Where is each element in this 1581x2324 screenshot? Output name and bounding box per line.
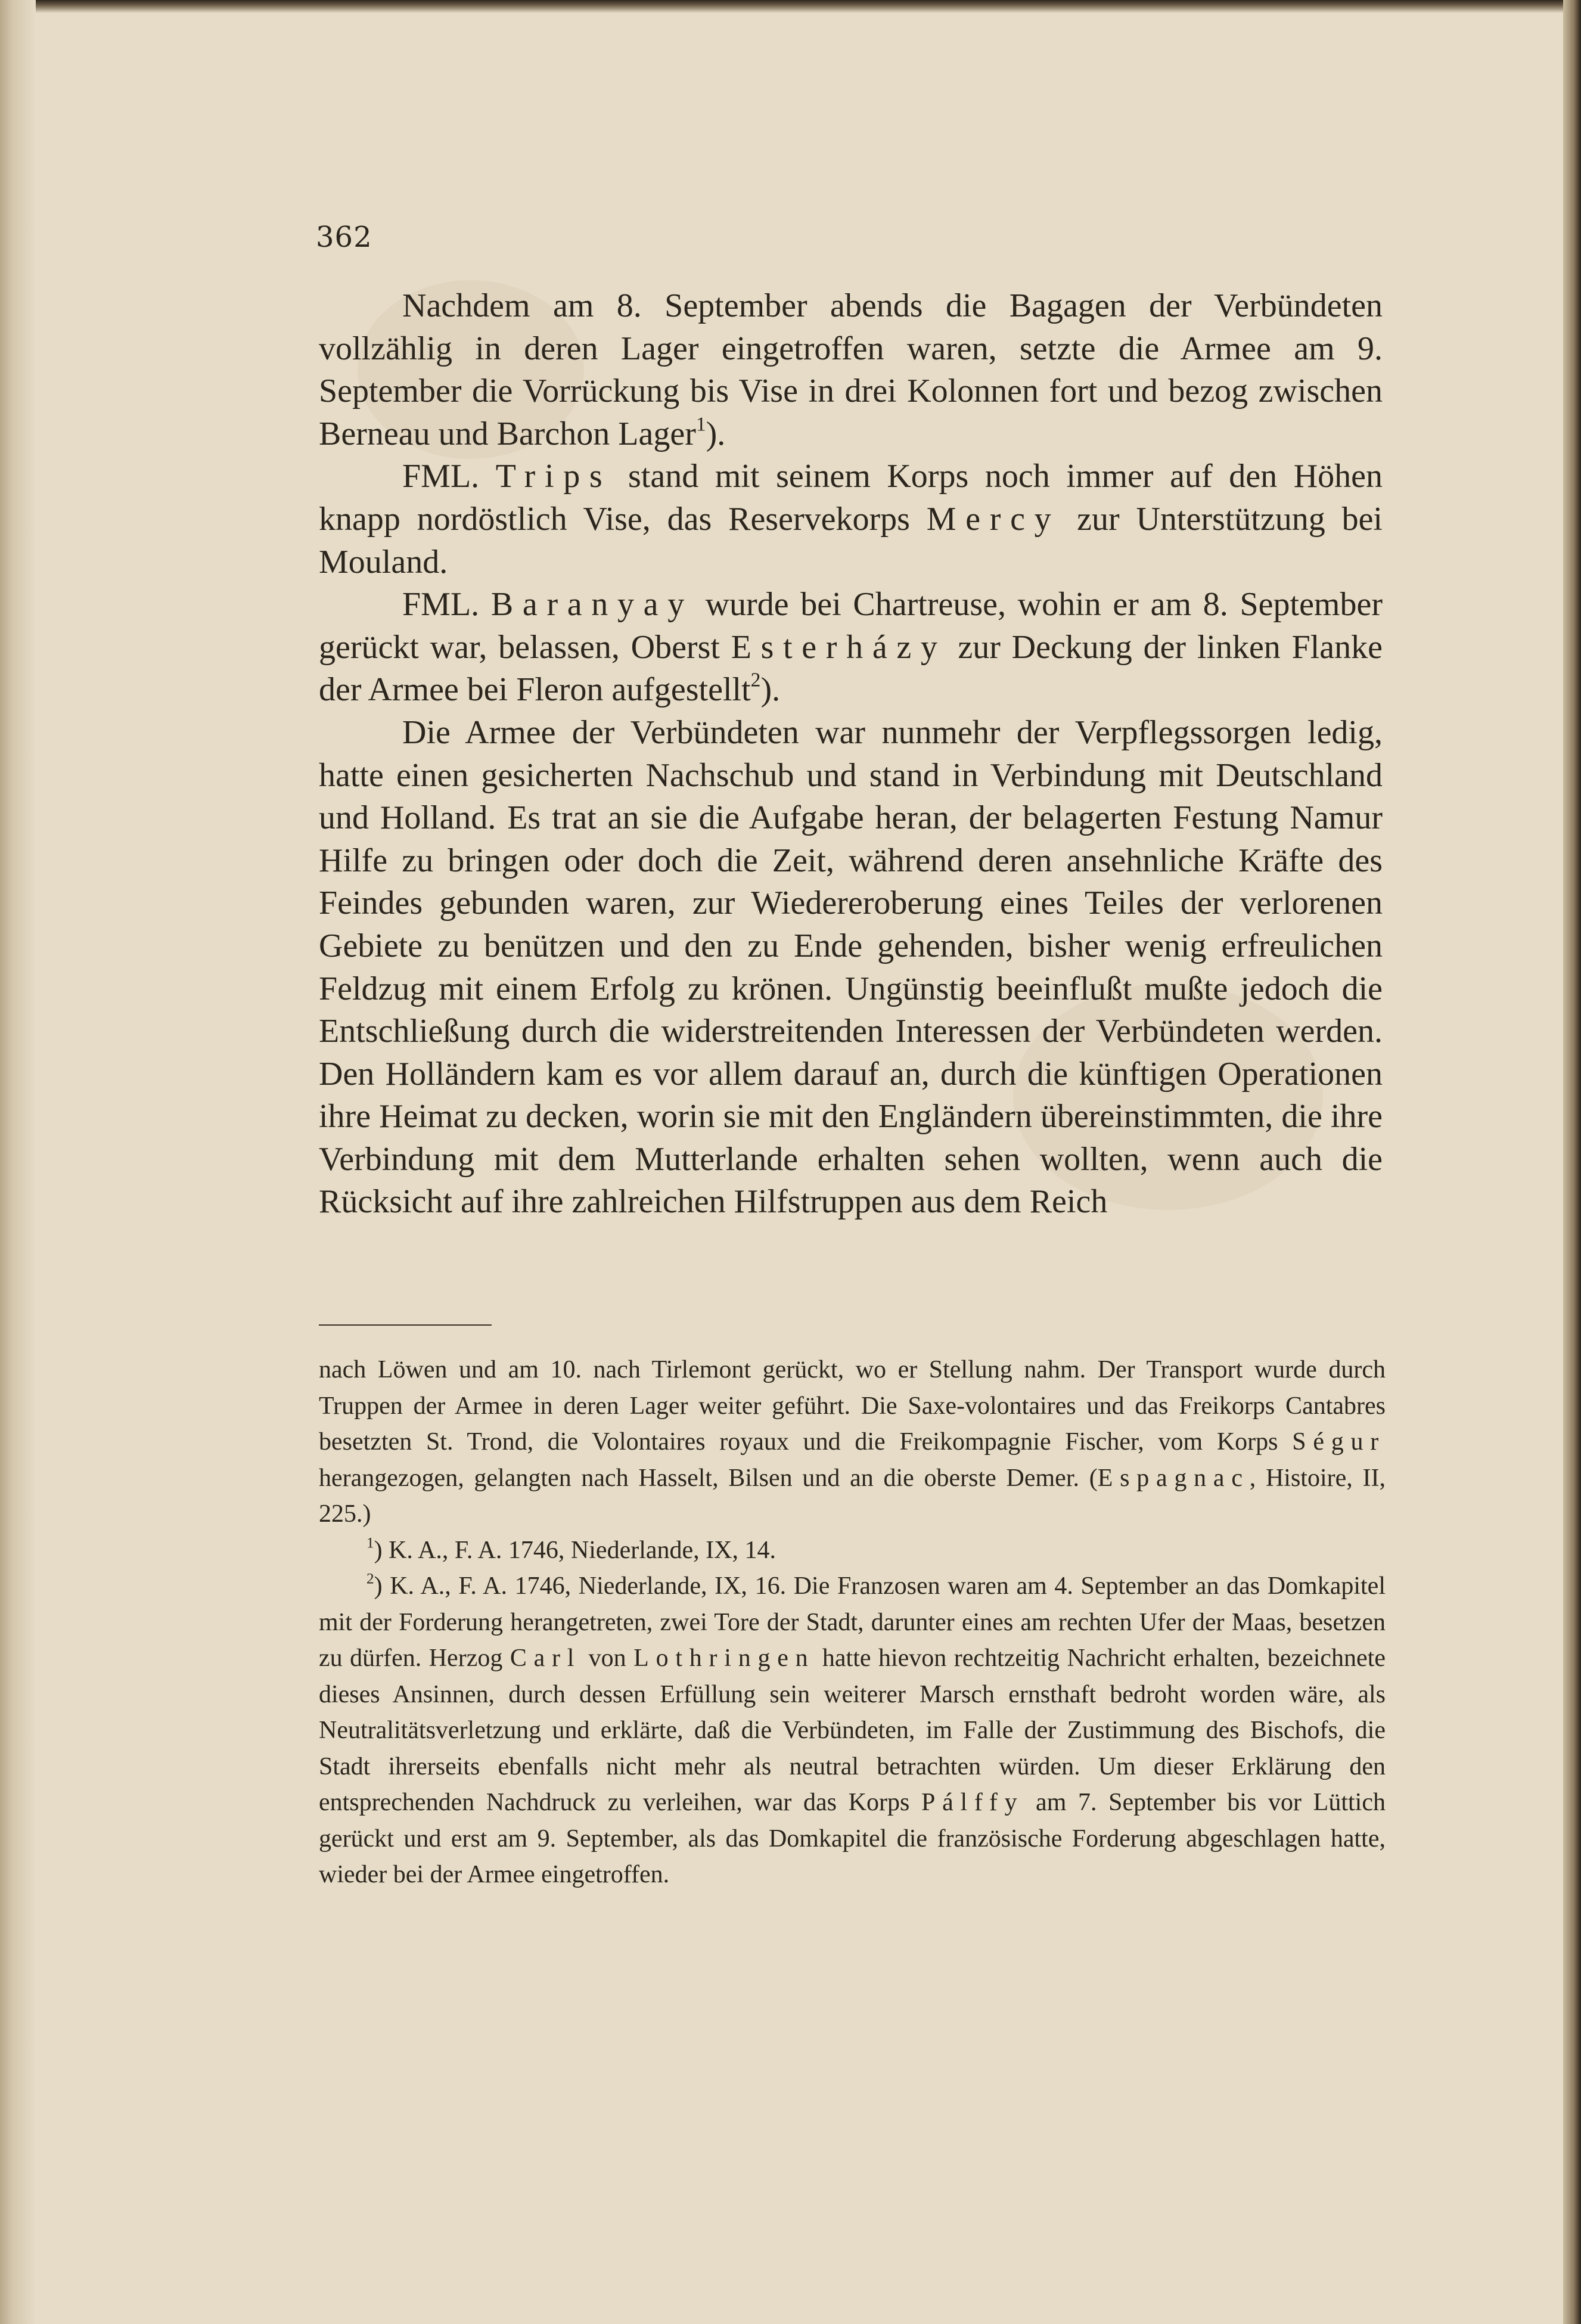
- footnote-separator: [319, 1324, 492, 1326]
- person-name: Carl: [510, 1645, 582, 1672]
- person-name: Espagnac: [1097, 1464, 1250, 1492]
- page-number: 362: [316, 221, 372, 254]
- person-name: Pálffy: [921, 1789, 1024, 1816]
- footnote-2: $^2$) K. A., F. A. 1746, Niederlande, IX, 16. Die Franzosen waren am 4. September an das Domkapitel mit der Forderung herangetreten, zwei Tore der Stadt, darunter eines am rechten Ufer der Maas, besetzen zu dürfen. Herzog Carl von Lothringen hatte hievon rechtzeitig Nachricht erhalten, bezeichnete dieses Ansinnen, durch dessen Erfüllung sein weiterer Marsch ernsthaft bedroht worden wäre, als Neutralitätsverletzung und erklärte, daß die Verbündeten, im Falle der Zustimmung des Bischofs, die Stadt ihrerseits ebenfalls nicht mehr als neutral betrachten würden. Um dieser Erklärung den entsprechenden Nachdruck zu verleihen, war das Korps Pálffy am 7. September bis vor Lüttich gerückt und erst am 9. September, als das Domkapitel die französische Forderung abgeschlagen hatte, wieder bei der Armee eingetroffen.: [319, 1571, 1386, 1888]
- person-name: Trips: [495, 458, 612, 495]
- person-name: Mercy: [926, 500, 1061, 538]
- person-name: Lothringen: [633, 1645, 815, 1672]
- footnote-ref: 2: [750, 669, 761, 691]
- paragraph: Die Armee der Verbündeten war nunmehr der Verpflegssorgen ledig, hatte einen gesicherten Nachschub und stand in Verbindung mit Deutschland und Holland. Es trat an sie die Aufgabe heran, der belagerten Festung Namur Hilfe zu bringen oder doch die Zeit, während deren ansehnliche Kräfte des Feindes gebunden waren, zur Wiedereroberung eines Teiles der verlorenen Gebiete zu benützen und den zu Ende gehenden, bisher wenig erfreulichen Feldzug mit einem Erfolg zu krönen. Ungünstig beeinflußt mußte jedoch die Entschließung durch die widerstreitenden Interessen der Verbündeten werden. Den Holländern kam es vor allem darauf an, durch die künftigen Operationen ihre Heimat zu decken, worin sie mit den Engländern übereinstimmten, die ihre Verbindung mit dem Mutterlande erhalten sehen wollten, wenn auch die Rücksicht auf ihre zahlreichen Hilfstruppen aus dem Reich: [319, 713, 1383, 1221]
- person-name: Ségur: [1292, 1428, 1386, 1456]
- footnote-ref: 1: [695, 413, 706, 436]
- paragraph: Nachdem am 8. September abends die Bagagen der Verbündeten vollzählig in deren Lager eingetroffen waren, setzte die Armee am 9. September die Vorrückung bis Vise in drei Kolonnen fort und bezog zwischen Berneau und Barchon Lager$^1$).: [319, 287, 1383, 452]
- page-right-edge: [1563, 0, 1581, 2324]
- main-text: [319, 285, 1383, 1224]
- person-name: Esterházy: [731, 628, 947, 666]
- paragraph: FML. Trips stand mit seinem Korps noch immer auf den Höhen knapp nordöstlich Vise, das Reservekorps Mercy zur Unterstützung bei Mouland.: [319, 458, 1383, 581]
- binding-shadow: [0, 0, 36, 2324]
- footnote-continuation: nach Löwen und am 10. nach Tirlemont gerückt, wo er Stellung nahm. Der Transport wurde durch Truppen der Armee in deren Lager weiter geführt. Die Saxe-volontaires und das Freikorps Cantabres besetzten St. Trond, die Volontaires royaux und die Freikompagnie Fischer, vom Korps Ségur herangezogen, gelangten nach Hasselt, Bilsen und an die oberste Demer. (Espagnac, Histoire, II, 225.): [319, 1356, 1386, 1528]
- paragraph: FML. Baranyay wurde bei Chartreuse, wohin er am 8. September gerückt war, belassen, Oberst Esterházy zur Deckung der linken Flanke der Armee bei Fleron aufgestellt$^2$).: [319, 586, 1383, 709]
- person-name: Baranyay: [490, 586, 694, 623]
- footnote-mark: 2: [366, 1571, 374, 1587]
- page-top-edge: [0, 0, 1581, 13]
- footnote-mark: 1: [366, 1534, 374, 1551]
- footnote-1: $^1$) K. A., F. A. 1746, Niederlande, IX, 14.: [366, 1534, 776, 1564]
- footnotes: [319, 1352, 1386, 1893]
